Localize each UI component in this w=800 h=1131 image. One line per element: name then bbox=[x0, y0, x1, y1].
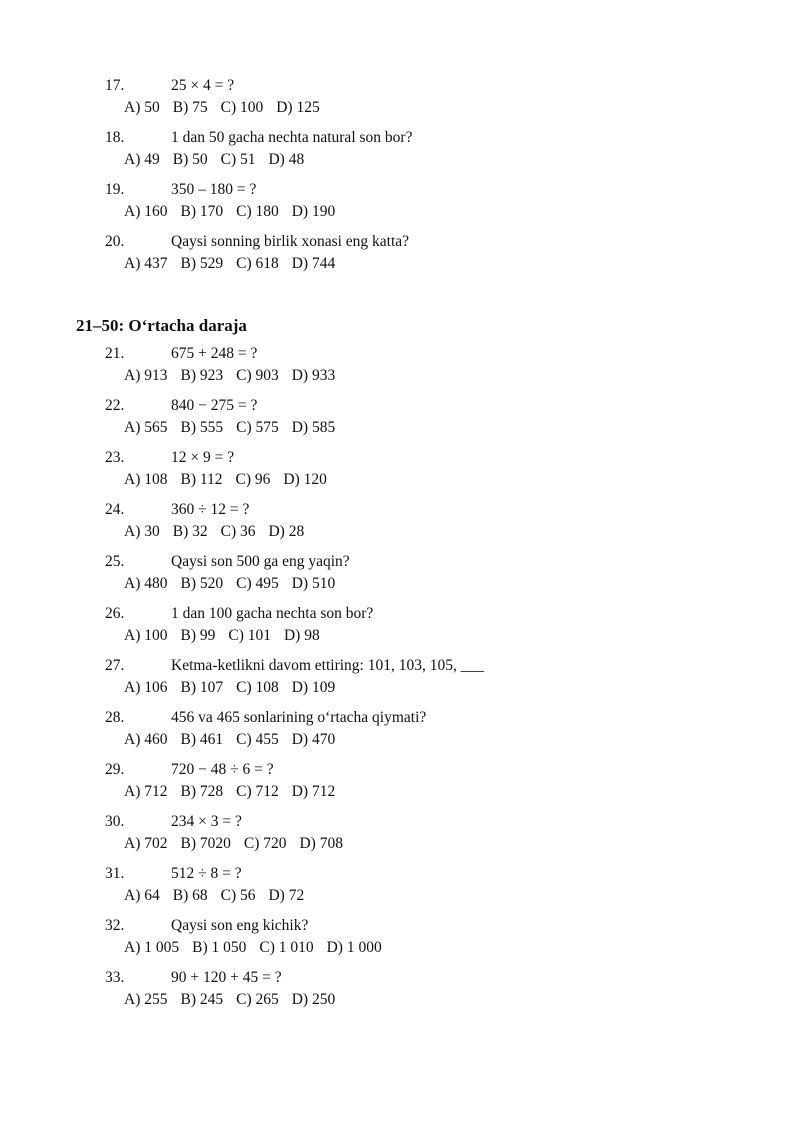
option-d: D) 28 bbox=[268, 523, 305, 540]
option-a: A) 106 bbox=[124, 679, 168, 696]
question-text: Qaysi son eng kichik? bbox=[171, 917, 309, 934]
question-20 bbox=[0, 233, 800, 285]
option-c: C) 51 bbox=[220, 151, 256, 168]
question-27 bbox=[0, 657, 800, 709]
question-32 bbox=[0, 917, 800, 969]
option-a: A) 255 bbox=[124, 991, 168, 1008]
question-28 bbox=[0, 709, 800, 761]
option-c: C) 180 bbox=[236, 203, 279, 220]
option-d: D) 933 bbox=[291, 367, 336, 384]
option-b: B) 32 bbox=[172, 523, 208, 540]
option-b: B) 112 bbox=[180, 471, 223, 488]
question-number: 33. bbox=[105, 969, 125, 986]
section-heading: 21–50: O‘rtacha daraja bbox=[76, 316, 247, 335]
option-c: C) 36 bbox=[220, 523, 256, 540]
option-d: D) 1 000 bbox=[326, 939, 382, 956]
option-c: C) 455 bbox=[236, 731, 279, 748]
option-c: C) 96 bbox=[235, 471, 271, 488]
option-c: C) 265 bbox=[236, 991, 279, 1008]
answer-options bbox=[124, 471, 340, 489]
question-30 bbox=[0, 813, 800, 865]
option-a: A) 64 bbox=[124, 887, 160, 904]
option-d: D) 250 bbox=[291, 991, 336, 1008]
question-text: 90 + 120 + 45 = ? bbox=[171, 969, 282, 986]
answer-options bbox=[124, 783, 348, 801]
question-text: 12 × 9 = ? bbox=[171, 449, 235, 466]
question-number: 28. bbox=[105, 709, 125, 726]
option-b: B) 1 050 bbox=[192, 939, 247, 956]
answer-options bbox=[124, 887, 317, 905]
option-c: C) 1 010 bbox=[259, 939, 314, 956]
option-a: A) 712 bbox=[124, 783, 168, 800]
option-c: C) 575 bbox=[236, 419, 279, 436]
question-33 bbox=[0, 969, 800, 1021]
option-a: A) 913 bbox=[124, 367, 168, 384]
question-text: 1 dan 100 gacha nechta son bor? bbox=[171, 605, 374, 622]
question-text: 675 + 248 = ? bbox=[171, 345, 258, 362]
option-b: B) 99 bbox=[180, 627, 216, 644]
question-number: 20. bbox=[105, 233, 125, 250]
option-c: C) 108 bbox=[236, 679, 279, 696]
option-c: C) 101 bbox=[228, 627, 271, 644]
question-23 bbox=[0, 449, 800, 501]
question-text: Qaysi son 500 ga eng yaqin? bbox=[171, 553, 350, 570]
option-c: C) 720 bbox=[243, 835, 287, 852]
question-26 bbox=[0, 605, 800, 657]
option-d: D) 125 bbox=[276, 99, 320, 116]
option-b: B) 7020 bbox=[180, 835, 231, 852]
question-25 bbox=[0, 553, 800, 605]
option-a: A) 30 bbox=[124, 523, 160, 540]
answer-options bbox=[124, 939, 395, 957]
question-text: 720 − 48 ÷ 6 = ? bbox=[171, 761, 274, 778]
option-c: C) 903 bbox=[236, 367, 279, 384]
answer-options bbox=[124, 679, 348, 697]
option-d: D) 744 bbox=[291, 255, 336, 272]
option-d: D) 712 bbox=[291, 783, 336, 800]
answer-options bbox=[124, 419, 348, 437]
question-22 bbox=[0, 397, 800, 449]
question-number: 21. bbox=[105, 345, 125, 362]
option-d: D) 470 bbox=[291, 731, 336, 748]
option-a: A) 100 bbox=[124, 627, 168, 644]
option-d: D) 48 bbox=[268, 151, 305, 168]
question-21 bbox=[0, 345, 800, 397]
answer-options bbox=[124, 99, 333, 117]
question-number: 26. bbox=[105, 605, 125, 622]
answer-options bbox=[124, 203, 348, 221]
question-29 bbox=[0, 761, 800, 813]
answer-options bbox=[124, 575, 348, 593]
option-a: A) 702 bbox=[124, 835, 168, 852]
question-31 bbox=[0, 865, 800, 917]
question-text: Ketma-ketlikni davom ettiring: 101, 103, 105, ___ bbox=[171, 657, 484, 674]
answer-options bbox=[124, 991, 348, 1009]
option-b: B) 50 bbox=[172, 151, 208, 168]
option-d: D) 585 bbox=[291, 419, 336, 436]
option-b: B) 245 bbox=[180, 991, 224, 1008]
answer-options bbox=[124, 151, 317, 169]
option-b: B) 75 bbox=[172, 99, 208, 116]
question-text: Qaysi sonning birlik xonasi eng katta? bbox=[171, 233, 410, 250]
question-24 bbox=[0, 501, 800, 553]
option-c: C) 100 bbox=[220, 99, 264, 116]
option-b: B) 68 bbox=[172, 887, 208, 904]
option-d: D) 109 bbox=[291, 679, 336, 696]
option-b: B) 520 bbox=[180, 575, 224, 592]
question-number: 27. bbox=[105, 657, 125, 674]
question-text: 25 × 4 = ? bbox=[171, 77, 235, 94]
question-number: 19. bbox=[105, 181, 125, 198]
question-number: 32. bbox=[105, 917, 125, 934]
question-text: 350 – 180 = ? bbox=[171, 181, 257, 198]
question-18 bbox=[0, 129, 800, 181]
option-a: A) 480 bbox=[124, 575, 168, 592]
question-number: 25. bbox=[105, 553, 125, 570]
option-c: C) 618 bbox=[236, 255, 279, 272]
question-text: 840 − 275 = ? bbox=[171, 397, 258, 414]
answer-options bbox=[124, 731, 348, 749]
option-b: B) 461 bbox=[180, 731, 224, 748]
option-a: A) 108 bbox=[124, 471, 168, 488]
answer-options bbox=[124, 835, 356, 853]
option-b: B) 728 bbox=[180, 783, 224, 800]
question-number: 29. bbox=[105, 761, 125, 778]
option-c: C) 495 bbox=[236, 575, 279, 592]
question-text: 360 ÷ 12 = ? bbox=[171, 501, 250, 518]
answer-options bbox=[124, 367, 348, 385]
option-c: C) 56 bbox=[220, 887, 256, 904]
option-d: D) 120 bbox=[283, 471, 327, 488]
option-d: D) 190 bbox=[291, 203, 336, 220]
question-17 bbox=[0, 77, 800, 129]
question-number: 22. bbox=[105, 397, 125, 414]
option-d: D) 510 bbox=[291, 575, 336, 592]
option-a: A) 1 005 bbox=[124, 939, 180, 956]
question-text: 1 dan 50 gacha nechta natural son bor? bbox=[171, 129, 413, 146]
question-number: 30. bbox=[105, 813, 125, 830]
option-a: A) 460 bbox=[124, 731, 168, 748]
option-b: B) 170 bbox=[180, 203, 224, 220]
question-number: 23. bbox=[105, 449, 125, 466]
answer-options bbox=[124, 523, 317, 541]
option-b: B) 529 bbox=[180, 255, 224, 272]
option-a: A) 437 bbox=[124, 255, 168, 272]
option-c: C) 712 bbox=[236, 783, 279, 800]
question-number: 24. bbox=[105, 501, 125, 518]
option-b: B) 107 bbox=[180, 679, 224, 696]
option-b: B) 923 bbox=[180, 367, 224, 384]
answer-options bbox=[124, 255, 348, 273]
question-number: 31. bbox=[105, 865, 125, 882]
answer-options bbox=[124, 627, 333, 645]
question-19 bbox=[0, 181, 800, 233]
option-a: A) 50 bbox=[124, 99, 160, 116]
question-text: 456 va 465 sonlarining o‘rtacha qiymati? bbox=[171, 709, 427, 726]
option-d: D) 98 bbox=[283, 627, 320, 644]
option-a: A) 49 bbox=[124, 151, 160, 168]
option-d: D) 708 bbox=[299, 835, 343, 852]
question-number: 18. bbox=[105, 129, 125, 146]
question-number: 17. bbox=[105, 77, 125, 94]
option-d: D) 72 bbox=[268, 887, 305, 904]
question-text: 512 ÷ 8 = ? bbox=[171, 865, 242, 882]
question-text: 234 × 3 = ? bbox=[171, 813, 242, 830]
option-a: A) 160 bbox=[124, 203, 168, 220]
option-b: B) 555 bbox=[180, 419, 224, 436]
option-a: A) 565 bbox=[124, 419, 168, 436]
